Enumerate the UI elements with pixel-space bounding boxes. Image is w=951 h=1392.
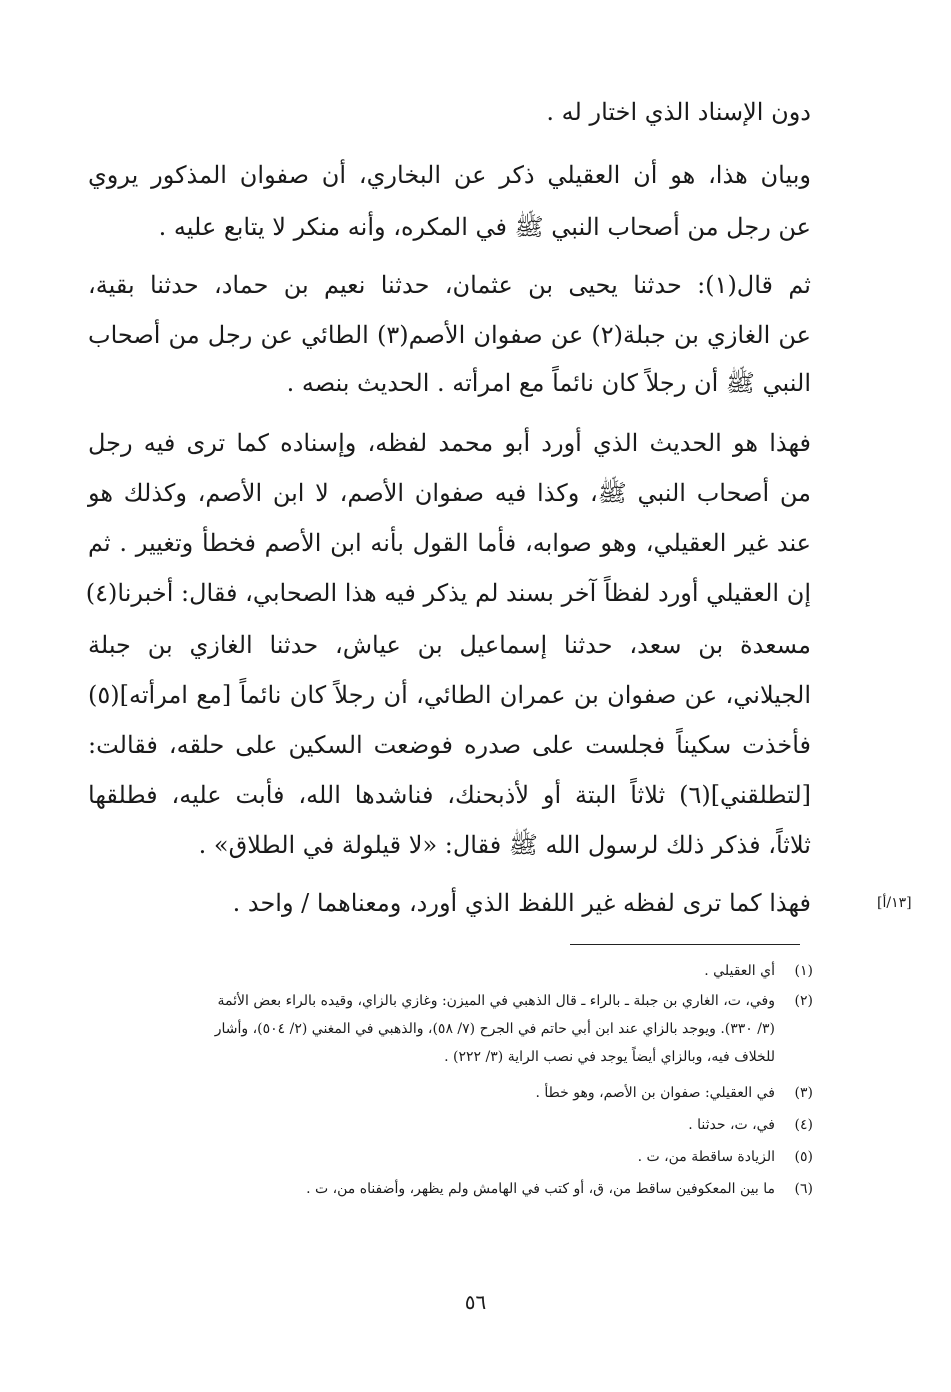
margin-reference: [١٣/أ]	[877, 895, 912, 911]
footnote-text: الزيادة ساقطة من، ت .	[637, 1149, 775, 1165]
page-number: ٥٦	[464, 1290, 487, 1314]
footnote	[88, 1082, 813, 1104]
footnote-number: (٢)	[794, 993, 813, 1009]
footnote-number: (٤)	[794, 1117, 813, 1133]
footnote-divider	[570, 944, 800, 945]
footnote	[88, 1178, 813, 1200]
body-line: عن الغازي بن جبلة(٢) عن صفوان الأصم(٣) الطائي عن رجل من أصحاب	[88, 321, 811, 349]
footnote-number: (٦)	[794, 1181, 813, 1197]
body-line: مسعدة بن سعد، حدثنا إسماعيل بن عياش، حدثنا الغازي بن جبلة	[88, 631, 811, 659]
body-line: دون الإسناد الذي اختار له .	[546, 98, 811, 126]
body-line: عن رجل من أصحاب النبي ﷺ في المكره، وأنه منكر لا يتابع عليه .	[158, 213, 811, 241]
footnote-text: وفي، ت، الغاري بن جبلة ـ بالراء ـ قال الذهبي في الميزن: وغازي بالزاي، وقيده بالراء بعض الأئمة	[217, 993, 775, 1009]
footnote	[88, 1146, 813, 1168]
footnote-text: ما بين المعكوفين ساقط من، ق، أو كتب في الهامش ولم يظهر، وأضفناه من، ت .	[306, 1181, 775, 1197]
footnote-text: للخلاف فيه، وبالزاي أيضاً يوجد في نصب الراية (٣/ ٢٢٢) .	[444, 1049, 775, 1065]
footnote	[88, 1018, 775, 1040]
body-line: عند غير العقيلي، وهو صوابه، فأما القول بأنه ابن الأصم فخطأ وتغيير . ثم	[88, 529, 811, 557]
footnote-number: (٥)	[794, 1149, 813, 1165]
body-line: ثلاثاً، فذكر ذلك لرسول الله ﷺ فقال: «لا قيلولة في الطلاق» .	[198, 831, 811, 859]
body-line: إن العقيلي أورد لفظاً آخر بسند لم يذكر فيه هذا الصحابي، فقال: أخبرنا(٤)	[85, 579, 811, 607]
footnote-number: (١)	[794, 963, 813, 979]
footnote	[88, 1046, 775, 1068]
body-line: الجيلاني، عن صفوان بن عمران الطائي، أن رجلاً كان نائماً [مع امرأته](٥)	[88, 681, 812, 709]
body-line: فأخذت سكيناً فجلست على صدره فوضعت السكين على حلقه، فقالت:	[88, 731, 811, 759]
body-line: من أصحاب النبي ﷺ، وكذا فيه صفوان الأصم، لا ابن الأصم، وكذلك هو	[88, 479, 811, 507]
footnote-text: أي العقيلي .	[704, 963, 775, 979]
body-line: النبي ﷺ أن رجلاً كان نائماً مع امرأته . الحديث بنصه .	[286, 369, 811, 397]
footnote-text: (٣/ ٣٣٠). ويوجد بالزاي عند ابن أبي حاتم في الجرح (٧/ ٥٨)، والذهبي في المغني (٢/ ٥٠٤)، وأشار	[214, 1021, 775, 1037]
footnote	[88, 990, 813, 1012]
footnote	[88, 960, 813, 982]
body-line: [لتطلقني](٦) ثلاثاً البتة أو لأذبحنك، فناشدها الله، فأبت عليه، فطلقها	[88, 781, 811, 809]
footnote	[88, 1114, 813, 1136]
footnote-text: في العقيلي: صفوان بن الأصم، وهو خطأ .	[535, 1085, 775, 1101]
footnote-number: (٣)	[794, 1085, 813, 1101]
body-line: ثم قال(١): حدثنا يحيى بن عثمان، حدثنا نعيم بن حماد، حدثنا بقية،	[88, 271, 811, 299]
body-line: فهذا هو الحديث الذي أورد أبو محمد لفظه، وإسناده كما ترى فيه رجل	[88, 429, 811, 457]
body-line: فهذا كما ترى لفظه غير اللفظ الذي أورد، ومعناهما / واحد .	[232, 889, 811, 917]
footnote-text: في، ت، حدثنا .	[688, 1117, 775, 1133]
body-line: وبيان هذا، هو أن العقيلي ذكر عن البخاري، أن صفوان المذكور يروي	[88, 161, 811, 189]
